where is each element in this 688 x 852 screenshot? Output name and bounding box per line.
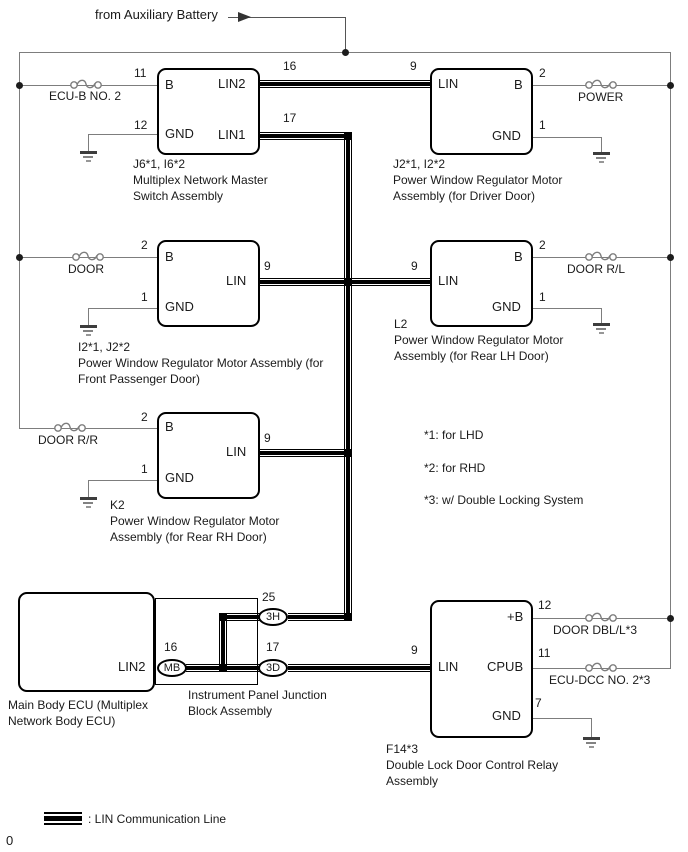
pin-number: 2 [539,66,546,80]
power-bus-left [19,52,20,429]
pin-label-b: B [165,77,174,92]
caption-line: Block Assembly [188,704,273,718]
wire-rear-lh-gnd [533,308,601,309]
pin-label-lin2: LIN2 [118,659,146,674]
note-rhd: *2: for RHD [424,461,486,475]
pin-number: 2 [141,410,148,424]
connector-3h-label: 3H [265,611,281,623]
pin-label-lin1: LIN1 [218,127,246,142]
caption-line: I2*1, J2*2 [78,340,131,354]
caption-line: Power Window Regulator Motor [393,173,563,187]
lin-line-lin1 [258,132,352,140]
pin-label-gnd: GND [492,708,521,723]
pin-number: 1 [539,118,546,132]
lin-corner [344,132,352,140]
wire-rear-lh-gnd-drop [601,308,602,323]
door-lock-relay-caption [386,741,558,789]
ground-icon [592,152,610,163]
fuse-door-rl-label: DOOR R/L [567,262,626,276]
lin-bus-vertical [344,132,352,621]
wire-master-gnd-drop [88,134,89,151]
junction-dot [342,49,349,56]
pin-number: 11 [134,66,147,80]
pin-label-lin: LIN [438,659,459,674]
junction-dot [667,254,674,261]
main-body-ecu-caption [8,697,148,729]
ground-icon [592,323,610,334]
master-switch-caption [133,156,268,204]
wire-rear-rh-gnd [88,480,157,481]
caption-line: L2 [394,317,408,331]
lin-corner [344,613,352,621]
caption-line: J6*1, I6*2 [133,157,186,171]
aux-battery-label: from Auxiliary Battery [95,7,218,22]
pin-label-gnd: GND [492,299,521,314]
ground-icon [79,325,97,336]
fuse-ecu-b-no2-label: ECU-B NO. 2 [49,89,122,103]
lin-line-3h-right [288,613,352,621]
pin-number: 7 [535,696,542,710]
legend-lin-swatch [44,812,82,825]
passenger-motor-caption [78,339,323,387]
pin-label-b: B [165,249,174,264]
pin-label-gnd: GND [165,299,194,314]
ground-icon [582,737,600,748]
caption-line: F14*3 [386,742,419,756]
power-bus-right [670,52,671,669]
junction-dot [16,82,23,89]
fuse-door-rr-label: DOOR R/R [38,433,98,447]
pin-label-lin: LIN [226,444,247,459]
pin-number: 16 [283,59,297,73]
note-lhd: *1: for LHD [424,428,484,442]
pin-label-lin: LIN [438,273,459,288]
pin-number: 2 [141,238,148,252]
connector-3h [258,608,288,626]
junction-dot [16,254,23,261]
main-body-ecu-box [18,592,155,692]
junction-dot [667,82,674,89]
wire-driver-gnd-drop [601,137,602,152]
caption-line: Network Body ECU) [8,714,116,728]
pin-number: 16 [164,640,178,654]
caption-line: Main Body ECU (Multiplex [8,698,149,712]
caption-line: Front Passenger Door) [78,372,201,386]
pin-label-lin: LIN [226,273,247,288]
pin-label-gnd: GND [165,470,194,485]
caption-line: Assembly (for Rear RH Door) [110,530,267,544]
fuse-door-label: DOOR [68,262,104,276]
pin-number: 9 [264,259,271,273]
driver-motor-caption [393,156,562,204]
connector-mb [157,659,187,677]
pin-number: 1 [141,462,148,476]
pin-number: 1 [539,290,546,304]
pin-number: 17 [283,111,297,125]
connector-3d-label: 3D [265,662,281,674]
wire-passenger-gnd [88,308,157,309]
fuse-power-label: POWER [578,90,624,104]
caption-line: K2 [110,498,125,512]
connector-mb-label: MB [163,662,181,674]
caption-line: Switch Assembly [133,189,224,203]
pin-label-gnd: GND [492,128,521,143]
pin-number: 12 [134,118,148,132]
caption-line: Assembly [386,774,439,788]
wire-driver-gnd [533,137,601,138]
rear-rh-motor-caption [110,497,279,545]
pin-label-b: B [165,419,174,434]
caption-line: Double Lock Door Control Relay [386,758,559,772]
pin-label-gnd: GND [165,126,194,141]
caption-line: Assembly (for Rear LH Door) [394,349,549,363]
lin-tee [344,449,352,457]
legend-lin-label: : LIN Communication Line [88,812,227,826]
pin-number: 17 [266,640,280,654]
wire-door-rr [19,428,157,429]
pin-label-b: B [514,249,523,264]
pin-label-b: B [514,77,523,92]
pin-number: 2 [539,238,546,252]
rear-lh-motor-caption [394,316,563,364]
pin-number: 11 [538,646,551,660]
pin-label-cpub: CPUB [487,659,524,674]
caption-line: Power Window Regulator Motor [110,514,280,528]
caption-line: J2*1, I2*2 [393,157,446,171]
pin-label-lin: LIN [438,76,459,91]
wire-relay-gnd [533,718,591,719]
arrow-right-icon [238,12,251,22]
lin-line-master-to-driver [260,80,430,88]
caption-line: Power Window Regulator Motor [394,333,564,347]
pin-label-lin2: LIN2 [218,76,246,91]
caption-line: Assembly (for Driver Door) [393,189,536,203]
pin-number: 1 [141,290,148,304]
wire-rear-rh-gnd-drop [88,480,89,497]
aux-battery-drop-wire [345,17,346,52]
wire-passenger-gnd-drop [88,308,89,325]
caption-line: Multiplex Network Master [133,173,268,187]
lin-cross [344,278,352,286]
lin-line-3d-to-relay [288,664,430,672]
pin-number: 9 [411,643,418,657]
ground-icon [79,497,97,508]
pin-number: 9 [264,431,271,445]
junction-dot [667,615,674,622]
pin-number: 9 [410,59,417,73]
junction-block-caption [188,687,327,719]
pin-number: 25 [262,590,276,604]
wire-master-gnd [88,134,157,135]
note-double-locking: *3: w/ Double Locking System [424,493,584,507]
connector-3d [258,659,288,677]
lin-line-rear-rh [260,449,352,457]
caption-line: Power Window Regulator Motor Assembly (for [78,356,324,370]
fuse-ecu-dcc-label: ECU-DCC NO. 2*3 [549,673,651,687]
caption-line: Instrument Panel Junction [188,688,327,702]
page-number: 0 [6,833,14,848]
pin-number: 9 [411,259,418,273]
pin-label-plus-b: +B [507,609,524,624]
fuse-door-dbl-label: DOOR DBL/L*3 [553,623,638,637]
ground-icon [79,151,97,162]
pin-number: 12 [538,598,552,612]
wire-relay-gnd-drop [591,718,592,737]
